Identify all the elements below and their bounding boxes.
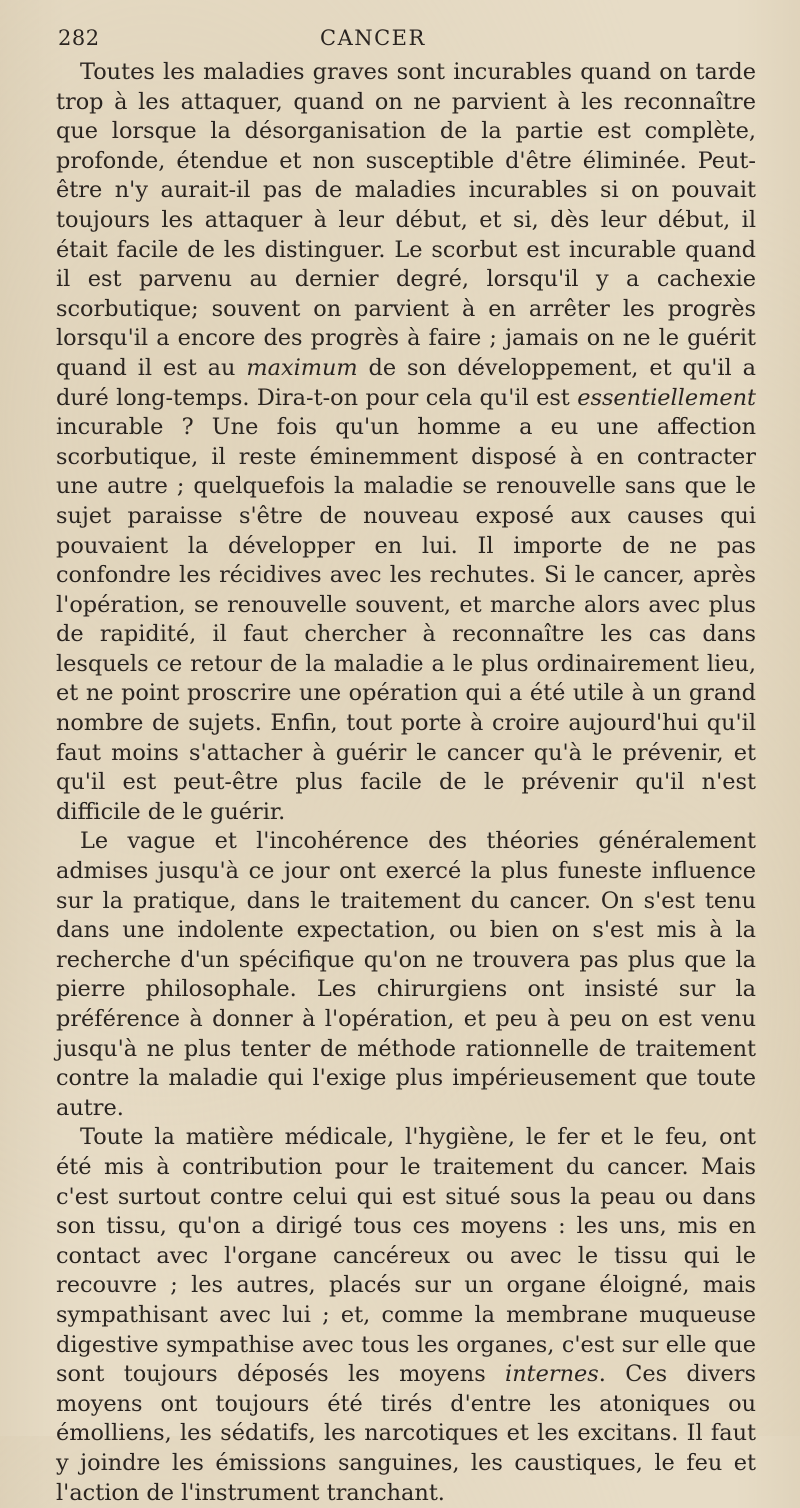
text-run: Toutes les maladies graves sont incurables quand on tarde trop à les attaquer, quand on ne parvient à les reconnaître que lorsque la désorganisation de la partie est complète, profonde, étendue et non susceptible d'être éliminée. Peut-être n'y aurait-il pas de maladies incurables si on pouvait toujours les attaquer à leur début, et si, dès leur début, il était facile de les distinguer. Le scorbut est incurable quand il est parvenu au dernier degré, lorsqu'il y a cachexie scorbutique; souvent on parvient à en arrêter les progrès lorsqu'il a encore des progrès à faire ; jamais on ne le guérit quand il est au	[56, 59, 756, 381]
italic-term: maximum	[246, 354, 358, 381]
text-run: Le vague et l'incohérence des théories généralement admises jusqu'à ce jour ont exercé la plus funeste influence sur la pratique, dans le traitement du cancer. On s'est tenu dans une indolente expectation, ou bien on s'est mis à la recherche d'un spécifique qu'on ne trouvera pas plus que la pierre philosophale. Les chirurgiens ont insisté sur la préférence à donner à l'opération, et peu à peu on est venu jusqu'à ne plus tenter de méthode rationnelle de traitement contre la maladie qui l'exige plus impérieusement que toute autre.	[56, 828, 756, 1121]
paragraph	[56, 827, 756, 1123]
text-run: incurable ? Une fois qu'un homme a eu une affection scorbutique, il reste éminemment disposé à en contracter une autre ; quelquefois la maladie se renouvelle sans que le sujet paraisse s'être de nouveau exposé aux causes qui pouvaient la développer en lui. Il importe de ne pas confondre les récidives avec les rechutes. Si le cancer, après l'opération, se renouvelle souvent, et marche alors avec plus de rapidité, il faut chercher à reconnaître les cas dans lesquels ce retour de la maladie a le plus ordinairement lieu, et ne point proscrire une opération qui a été utile à un grand nombre de sujets. Enfin, tout porte à croire aujourd'hui qu'il faut moins s'attacher à guérir le cancer qu'à le prévenir, et qu'il est peut-être plus facile de le prévenir qu'il n'est difficile de le guérir.	[56, 414, 756, 825]
italic-term: internes	[505, 1361, 599, 1388]
paragraph	[56, 1123, 756, 1508]
text-run: de son développement, et qu'il a duré long-temps. Dira-t-on pour cela qu'il est	[56, 354, 756, 411]
running-title: CANCER	[320, 26, 426, 50]
text-run: . Ces divers moyens ont toujours été tirés d'entre les atoniques ou émolliens, les sédatifs, les narcotiques et les excitans. Il faut y joindre les émissions sanguines, les caustiques, le feu et l'action de l'instrument tranchant.	[56, 1361, 756, 1506]
page-number: 282	[58, 26, 100, 50]
book-page	[56, 18, 756, 1508]
italic-term: essentiellement	[577, 384, 756, 411]
text-run: Toute la matière médicale, l'hygiène, le fer et le feu, ont été mis à contribution pour le traitement du cancer. Mais c'est surtout contre celui qui est situé sous la peau ou dans son tissu, qu'on a dirigé tous ces moyens : les uns, mis en contact avec l'organe cancéreux ou avec le tissu qui le recouvre ; les autres, placés sur un organe éloigné, mais sympathisant avec lui ; et, comme la membrane muqueuse digestive sympathise avec tous les organes, c'est sur elle que sont toujours déposés les moyens	[56, 1124, 756, 1388]
body-text	[56, 58, 756, 1508]
page-header	[56, 18, 756, 58]
paragraph	[56, 58, 756, 827]
